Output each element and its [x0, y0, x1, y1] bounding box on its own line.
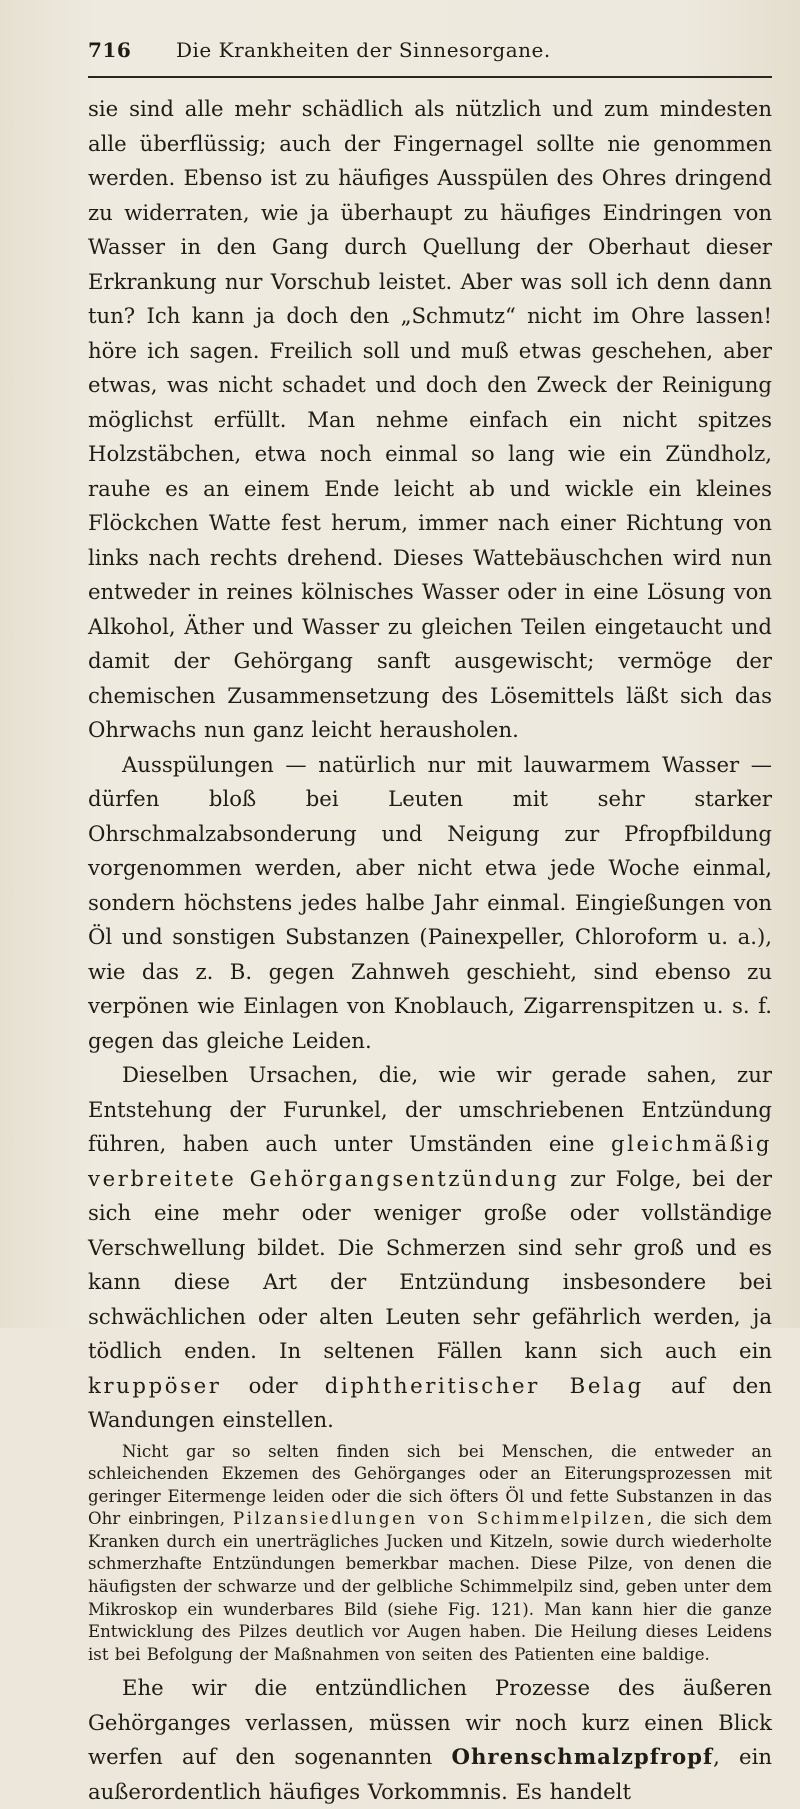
paragraph-text: Dieselben Ursachen, die, wie wir gerade sahen, zur Entstehung der Furunkel, der umschriebenen Entzündung führen, haben auch unter Umständen eine — [88, 1062, 772, 1156]
emphasized-text: gleichmäßig verbreitete Gehörgangsentzündung — [88, 1131, 772, 1191]
paragraph-text: oder — [221, 1372, 325, 1398]
paragraph — [88, 1441, 772, 1667]
page-header — [88, 38, 772, 78]
paragraph-text: Ausspülungen — natürlich nur mit lauwarmem Wasser — dürfen bloß bei Leuten mit sehr starker Ohrschmalzabsonderung und Neigung zur Pfropfbildung vorgenommen werden, aber nicht etwa jede Woche einmal, sondern höchstens jedes halbe Jahr einmal. Eingießungen von Öl und sonstigen Substanzen (Painexpeller, Chloroform u. a.), wie das z. B. gegen Zahnweh geschieht, sind ebenso zu verpönen wie Einlagen von Knoblauch, Zigarrenspitzen u. s. f. gegen das gleiche Leiden. — [88, 751, 772, 1053]
paragraph-text: sie sind alle mehr schädlich als nützlich und zum mindesten alle überflüssig; auch der Fingernagel sollte nie genommen werden. Ebenso ist zu häufiges Ausspülen des Ohres dringend zu widerraten, wie ja überhaupt zu häufiges Eindringen von Wasser in den Gang durch Quellung der Oberhaut dieser Erkrankung nur Vorschub leistet. Aber was soll ich denn dann tun? Ich kann ja doch den „Schmutz“ nicht im Ohre lassen! höre ich sagen. Freilich soll und muß etwas geschehen, aber etwas, was nicht schadet und doch den Zweck der Reinigung möglichst erfüllt. Man nehme einfach ein nicht spitzes Holzstäbchen, etwa noch einmal so lang wie ein Zündholz, rauhe es an einem Ende leicht ab und wickle ein kleines Flöckchen Watte fest herum, immer nach einer Richtung von links nach rechts drehend. Dieses Wattebäuschchen wird nun entweder in reines kölnisches Wasser oder in eine Lösung von Alkohol, Äther und Wasser zu gleichen Teilen eingetaucht und damit der Gehörgang sanft ausgewischt; vermöge der chemischen Zusammensetzung des Lösemittels läßt sich das Ohrwachs nun ganz leicht herausholen. — [88, 96, 772, 742]
page-number: 716 — [88, 38, 132, 62]
paragraph-text: Ehe wir die entzündlichen Prozesse des äußeren Gehörganges verlassen, müssen wir noch kurz einen Blick werfen auf den sogenannten — [88, 1675, 772, 1770]
paragraph — [88, 1671, 772, 1809]
paragraph-text: , die sich dem Kranken durch ein unerträgliches Jucken und Kitzeln, sowie durch wiederholte schmerzhafte Entzündungen bemerkbar machen. Diese Pilze, von denen die häufigsten der schwarze und der gelbliche Schimmelpilz sind, geben unter dem Mikroskop ein wunderbares Bild (siehe Fig. 121). Man kann hier die ganze Entwicklung des Pilzes deutlich vor Augen haben. Die Heilung dieses Leidens ist bei Befolgung der Maßnahmen von seiten des Patienten eine baldige. — [88, 1509, 772, 1664]
emphasized-text: Ohrenschmalzpfropf — [451, 1744, 714, 1770]
paragraph — [88, 748, 772, 1059]
body-text — [88, 92, 772, 1809]
running-head: Die Krankheiten der Sinnesorgane. — [176, 38, 551, 62]
paragraph-text: , ein außerordentlich häufiges Vorkommnis. Es handelt — [88, 1744, 772, 1804]
paragraph-text: Nicht gar so selten finden sich bei Menschen, die entweder an schleichenden Ekzemen des Gehörganges oder an Eiterungsprozessen mit geringer Eitermenge leiden oder die sich öfters Öl und fette Substanzen in das Ohr einbringen, — [88, 1441, 772, 1529]
emphasized-text: kruppöser — [88, 1372, 222, 1398]
emphasized-text: diphtheritischer Belag — [324, 1372, 644, 1398]
paragraph — [88, 1058, 772, 1438]
paragraph-text: zur Folge, bei der sich eine mehr oder weniger große oder vollständige Verschwellung bildet. Die Schmerzen sind sehr groß und es kann diese Art der Entzündung insbesondere bei schwächlichen oder alten Leuten sehr gefährlich werden, ja tödlich enden. In seltenen Fällen kann sich auch ein — [88, 1165, 772, 1363]
paragraph — [88, 92, 772, 748]
emphasized-text: Pilzansiedlungen von Schimmelpilzen — [233, 1509, 647, 1529]
paragraph-text: auf den Wandungen einstellen. — [88, 1372, 772, 1432]
